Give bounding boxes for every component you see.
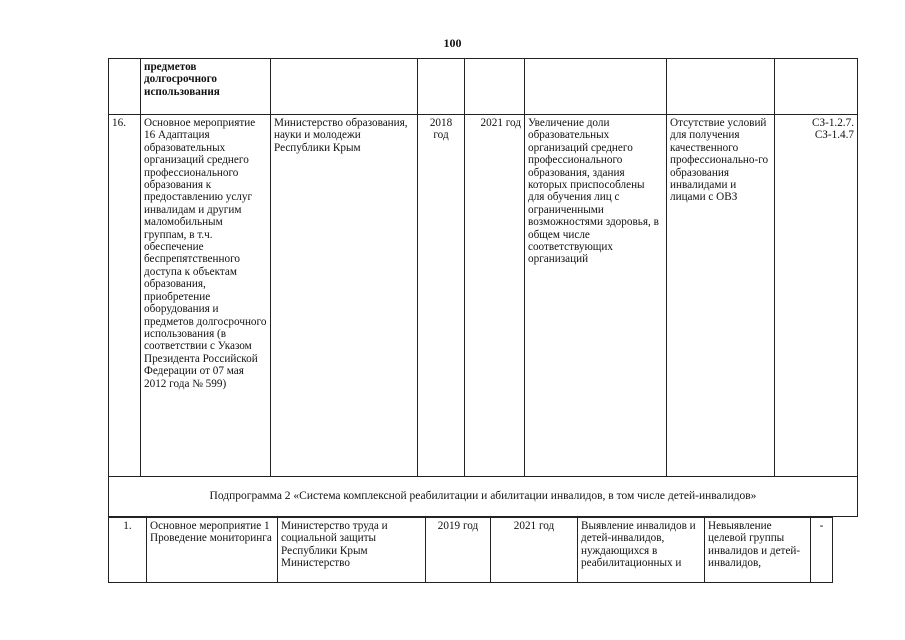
activities-table-continued (108, 517, 833, 583)
end-cell (465, 59, 525, 115)
codes-cell: СЗ-1.2.7. СЗ-1.4.7 (775, 115, 858, 477)
consequence-cell (667, 59, 775, 115)
activity-cell: Основное мероприятие 1 Проведение мониторинга (147, 518, 278, 583)
codes-cell: - (811, 518, 833, 583)
page-number: 100 (443, 36, 462, 50)
result-cell: Увеличение доли образовательных организаций среднего профессионального образования, здания которых приспособлены для обучения лиц с ограниченными возможностями здоровья, в общем числе соответствующих организаций (525, 115, 667, 477)
start-cell (418, 59, 465, 115)
end-year-cell: 2021 год (465, 115, 525, 477)
row-number: 16. (109, 115, 141, 477)
activities-table (108, 58, 858, 517)
start-year-cell: 2018 год (418, 115, 465, 477)
continuation-row (109, 59, 858, 115)
start-year-cell: 2019 год (426, 518, 491, 583)
activity-cell: предметов долгосрочного использования (141, 59, 271, 115)
activity-cell: Основное мероприятие 16 Адаптация образовательных организаций среднего профессионального образования к предоставлению услуг инвалидам и другим маломобильным группам, в т.ч. обеспечение беспрепятственного доступа к объектам образования, приобретение оборудования и предметов долгосрочного использования (в соответствии с Указом Президента Российской Федерации от 07 мая 2012 года № 599) (141, 115, 271, 477)
num-cell (109, 59, 141, 115)
codes-cell (775, 59, 858, 115)
executor-cell: Министерство труда и социальной защиты Республики Крым Министерство (278, 518, 426, 583)
end-year-cell: 2021 год (491, 518, 578, 583)
row-number: 1. (109, 518, 147, 583)
table-row-1 (109, 518, 833, 583)
consequence-cell: Невыявление целевой группы инвалидов и детей-инвалидов, (705, 518, 811, 583)
result-cell (525, 59, 667, 115)
executor-cell: Министерство образования, науки и молодежи Республики Крым (271, 115, 418, 477)
table-row-16 (109, 115, 858, 477)
subprogram-title: Подпрограмма 2 «Система комплексной реабилитации и абилитации инвалидов, в том числе детей-инвалидов» (109, 477, 858, 517)
result-cell: Выявление инвалидов и детей-инвалидов, нуждающихся в реабилитационных и (578, 518, 705, 583)
consequence-cell: Отсутствие условий для получения качественного профессионально-го образования инвалидами и лицами с ОВЗ (667, 115, 775, 477)
subprogram-row (109, 477, 858, 517)
executor-cell (271, 59, 418, 115)
